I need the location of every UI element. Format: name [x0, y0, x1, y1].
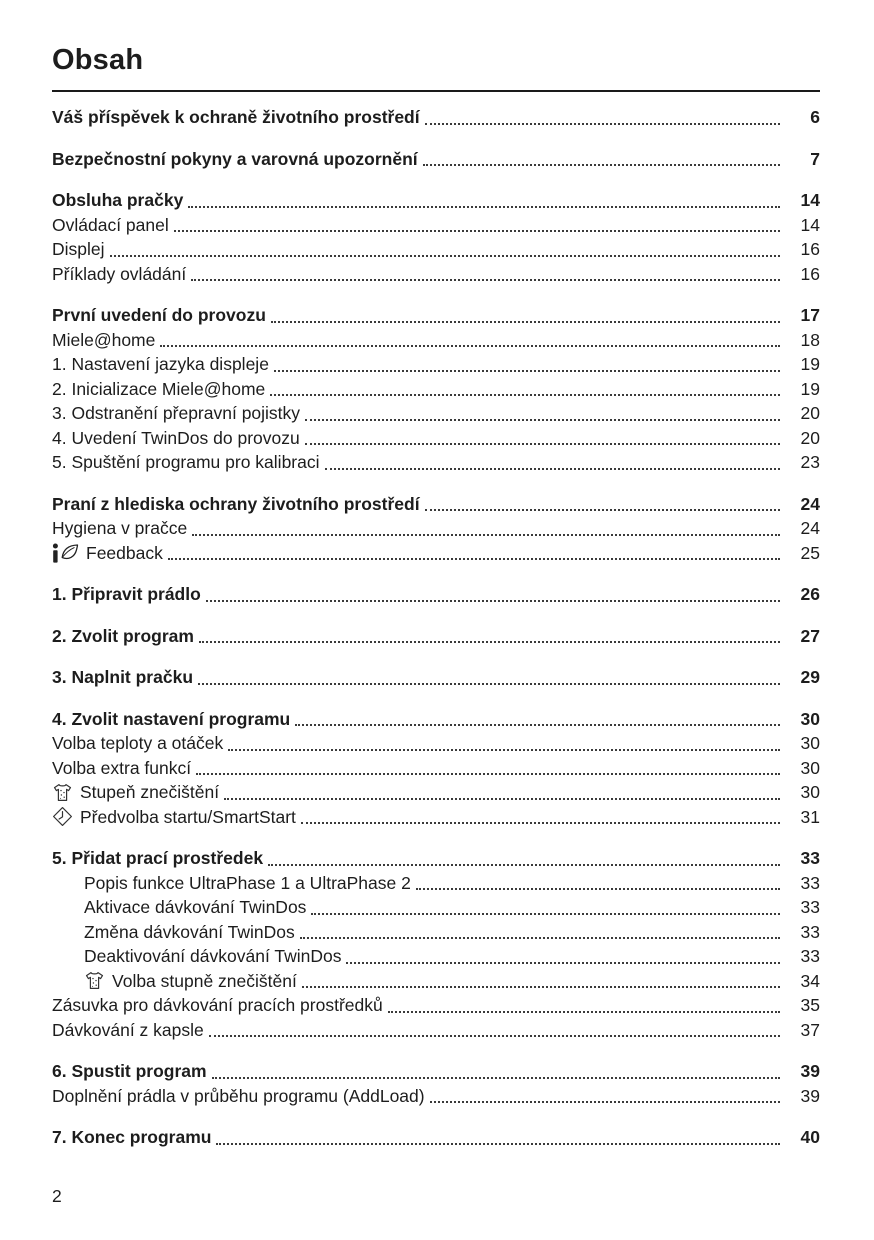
toc-group: [52, 582, 820, 607]
toc-entry-page: 23: [800, 452, 820, 472]
toc-entry-page: 35: [800, 995, 820, 1015]
toc-row: [52, 147, 820, 172]
info-leaf-icon: [52, 542, 79, 563]
toc-entry-label: Příklady ovládání: [52, 263, 187, 284]
dot-leader: [191, 279, 780, 281]
toc-entry-page: 20: [800, 403, 820, 423]
toc-entry-page: 30: [800, 708, 820, 729]
toc-entry-label: 7. Konec programu: [52, 1127, 212, 1147]
toc-entry-page: 6: [810, 107, 820, 127]
toc-entry-label: První uvedení do provozu: [52, 305, 266, 325]
toc-row: [52, 303, 820, 328]
dot-leader: [192, 534, 780, 536]
toc-entry-label: 1. Připravit prádlo: [52, 584, 201, 604]
toc-entry-label: 3. Naplnit pračku: [52, 667, 194, 687]
toc-row: [52, 237, 820, 262]
toc-row: [52, 920, 820, 945]
toc-entry-label: Displej: [52, 239, 105, 259]
dot-leader: [295, 724, 780, 726]
dot-leader: [416, 888, 780, 890]
dot-leader: [346, 962, 780, 964]
dot-leader: [300, 937, 780, 939]
dot-leader: [228, 749, 780, 751]
toc-group: [52, 147, 820, 172]
toc-entry-label: Aktivace dávkování TwinDos: [84, 897, 307, 917]
clock-delay-icon: [52, 806, 73, 827]
toc-row: [52, 944, 820, 969]
toc-row: [52, 707, 820, 732]
page-number: 2: [52, 1185, 62, 1206]
toc-entry-label: 3. Odstranění přepravní pojistky: [52, 403, 301, 423]
dot-leader: [271, 321, 780, 323]
dot-leader: [174, 230, 780, 232]
toc-row: [52, 492, 820, 517]
dot-leader: [199, 641, 780, 643]
toc-entry-page: 24: [800, 493, 820, 514]
toc-entry-page: 29: [800, 667, 820, 687]
toc-row: [52, 1059, 820, 1084]
dot-leader: [274, 370, 780, 372]
toc-entry-page: 39: [800, 1061, 820, 1081]
toc-row: [52, 401, 820, 426]
toc-entry-page: 14: [800, 214, 820, 235]
toc-entry-label: 2. Inicializace Miele@home: [52, 378, 266, 399]
toc-row: [52, 262, 820, 287]
toc-entry-page: 26: [800, 584, 820, 604]
toc-entry-page: 33: [800, 897, 820, 917]
toc-entry-page: 40: [800, 1127, 820, 1147]
toc-entry-label: Popis funkce UltraPhase 1 a UltraPhase 2: [84, 872, 411, 893]
toc-row: [52, 1084, 820, 1109]
toc-entry-page: 31: [800, 806, 820, 827]
toc-entry-page: 33: [800, 921, 820, 942]
toc-row: [52, 993, 820, 1018]
toc-row: [52, 895, 820, 920]
dot-leader: [268, 864, 780, 866]
toc-entry-page: 33: [800, 872, 820, 893]
toc-row: [52, 731, 820, 756]
toc-group: [52, 492, 820, 566]
toc-row: [52, 871, 820, 896]
toc-entry-label: 4. Zvolit nastavení programu: [52, 708, 291, 729]
toc-entry-label: Deaktivování dávkování TwinDos: [84, 946, 342, 966]
toc-entry-label: 1. Nastavení jazyka displeje: [52, 354, 269, 374]
toc-row: [52, 450, 820, 475]
toc-entry-page: 37: [800, 1019, 820, 1040]
toc-entry-label: Obsluha pračky: [52, 190, 184, 210]
toc-entry-page: 19: [800, 378, 820, 399]
toc-entry-label: 4. Uvedení TwinDos do provozu: [52, 427, 300, 448]
toc-group: [52, 707, 820, 830]
dot-leader: [188, 206, 780, 208]
shirt-stains-icon: [52, 782, 73, 803]
toc-entry-label: 2. Zvolit program: [52, 625, 194, 646]
toc-entry-label: Doplnění prádla v průběhu programu (AddLoad): [52, 1085, 425, 1106]
toc-row: [52, 328, 820, 353]
dot-leader: [305, 443, 780, 445]
dot-leader: [198, 683, 780, 685]
toc-entry-page: 27: [800, 625, 820, 646]
dot-leader: [196, 773, 780, 775]
toc-entry-label: Hygiena v pračce: [52, 518, 188, 538]
dot-leader: [168, 558, 780, 560]
dot-leader: [311, 913, 780, 915]
toc-entry-label: Předvolba startu/SmartStart: [80, 806, 296, 827]
toc-entry-label: Feedback: [86, 542, 163, 563]
dot-leader: [216, 1143, 780, 1145]
dot-leader: [270, 394, 780, 396]
toc-entry-label: Bezpečnostní pokyny a varovná upozornění: [52, 148, 418, 169]
toc-row: [52, 805, 820, 830]
toc-row: [52, 1125, 820, 1150]
dot-leader: [209, 1035, 780, 1037]
dot-leader: [325, 468, 781, 470]
dot-leader: [425, 509, 780, 511]
toc-entry-page: 24: [800, 518, 820, 538]
toc-row: [52, 969, 820, 994]
toc-row: [52, 105, 820, 130]
toc-group: [52, 1059, 820, 1108]
toc-entry-label: Zásuvka pro dávkování pracích prostředků: [52, 995, 383, 1015]
toc-entry-page: 17: [800, 305, 820, 325]
toc-entry-label: 5. Spuštění programu pro kalibraci: [52, 452, 320, 472]
toc-entry-page: 30: [800, 782, 820, 802]
toc-entry-page: 30: [800, 733, 820, 753]
toc-entry-page: 16: [800, 263, 820, 284]
toc-entry-label: 5. Přidat prací prostředek: [52, 848, 264, 868]
toc-entry-label: Volba extra funkcí: [52, 757, 192, 778]
toc-row: [52, 756, 820, 781]
toc-row: [52, 377, 820, 402]
toc-row: [52, 1018, 820, 1043]
toc-row: [52, 624, 820, 649]
dot-leader: [305, 419, 780, 421]
toc-row: [52, 541, 820, 566]
toc-entry-page: 39: [800, 1085, 820, 1106]
toc-row: [52, 188, 820, 213]
toc-entry-label: Miele@home: [52, 329, 156, 350]
toc-group: [52, 1125, 820, 1150]
toc-entry-page: 7: [810, 148, 820, 169]
toc-entry-label: Ovládací panel: [52, 214, 169, 235]
toc-entry-page: 25: [800, 542, 820, 563]
toc-entry-page: 33: [800, 848, 820, 868]
dot-leader: [388, 1011, 780, 1013]
page-footer: [52, 1184, 820, 1208]
toc-entry-page: 16: [800, 239, 820, 259]
dot-leader: [160, 345, 780, 347]
toc-entry-page: 19: [800, 354, 820, 374]
toc-group: [52, 188, 820, 286]
toc-group: [52, 624, 820, 649]
dot-leader: [423, 164, 780, 166]
dot-leader: [430, 1101, 780, 1103]
toc-entry-page: 20: [800, 427, 820, 448]
toc-entry-label: 6. Spustit program: [52, 1061, 207, 1081]
toc-entry-page: 34: [800, 970, 820, 991]
toc-entry-label: Dávkování z kapsle: [52, 1019, 204, 1040]
shirt-stains-icon: [84, 970, 105, 991]
toc-row: [52, 780, 820, 805]
toc-row: [52, 352, 820, 377]
toc-entry-label: Změna dávkování TwinDos: [84, 921, 295, 942]
toc-row: [52, 846, 820, 871]
toc-row: [52, 665, 820, 690]
dot-leader: [224, 798, 780, 800]
toc-group: [52, 846, 820, 1042]
toc-entry-label: Váš příspěvek k ochraně životního prostředí: [52, 107, 420, 127]
toc-entry-page: 18: [800, 329, 820, 350]
dot-leader: [206, 600, 780, 602]
toc: [52, 105, 820, 1150]
page-title: Obsah: [52, 44, 820, 92]
toc-group: [52, 665, 820, 690]
toc-group: [52, 303, 820, 475]
dot-leader: [212, 1077, 780, 1079]
dot-leader: [425, 123, 780, 125]
toc-group: [52, 105, 820, 130]
toc-entry-label: Praní z hlediska ochrany životního prostředí: [52, 493, 420, 514]
toc-entry-label: Volba stupně znečištění: [112, 970, 297, 991]
toc-entry-page: 33: [800, 946, 820, 966]
toc-row: [52, 582, 820, 607]
toc-entry-label: Stupeň znečištění: [80, 782, 220, 802]
dot-leader: [302, 986, 780, 988]
toc-row: [52, 213, 820, 238]
toc-row: [52, 516, 820, 541]
toc-entry-page: 30: [800, 757, 820, 778]
toc-entry-label: Volba teploty a otáček: [52, 733, 224, 753]
dot-leader: [301, 822, 780, 824]
dot-leader: [110, 255, 780, 257]
toc-entry-page: 14: [800, 190, 820, 210]
toc-row: [52, 426, 820, 451]
